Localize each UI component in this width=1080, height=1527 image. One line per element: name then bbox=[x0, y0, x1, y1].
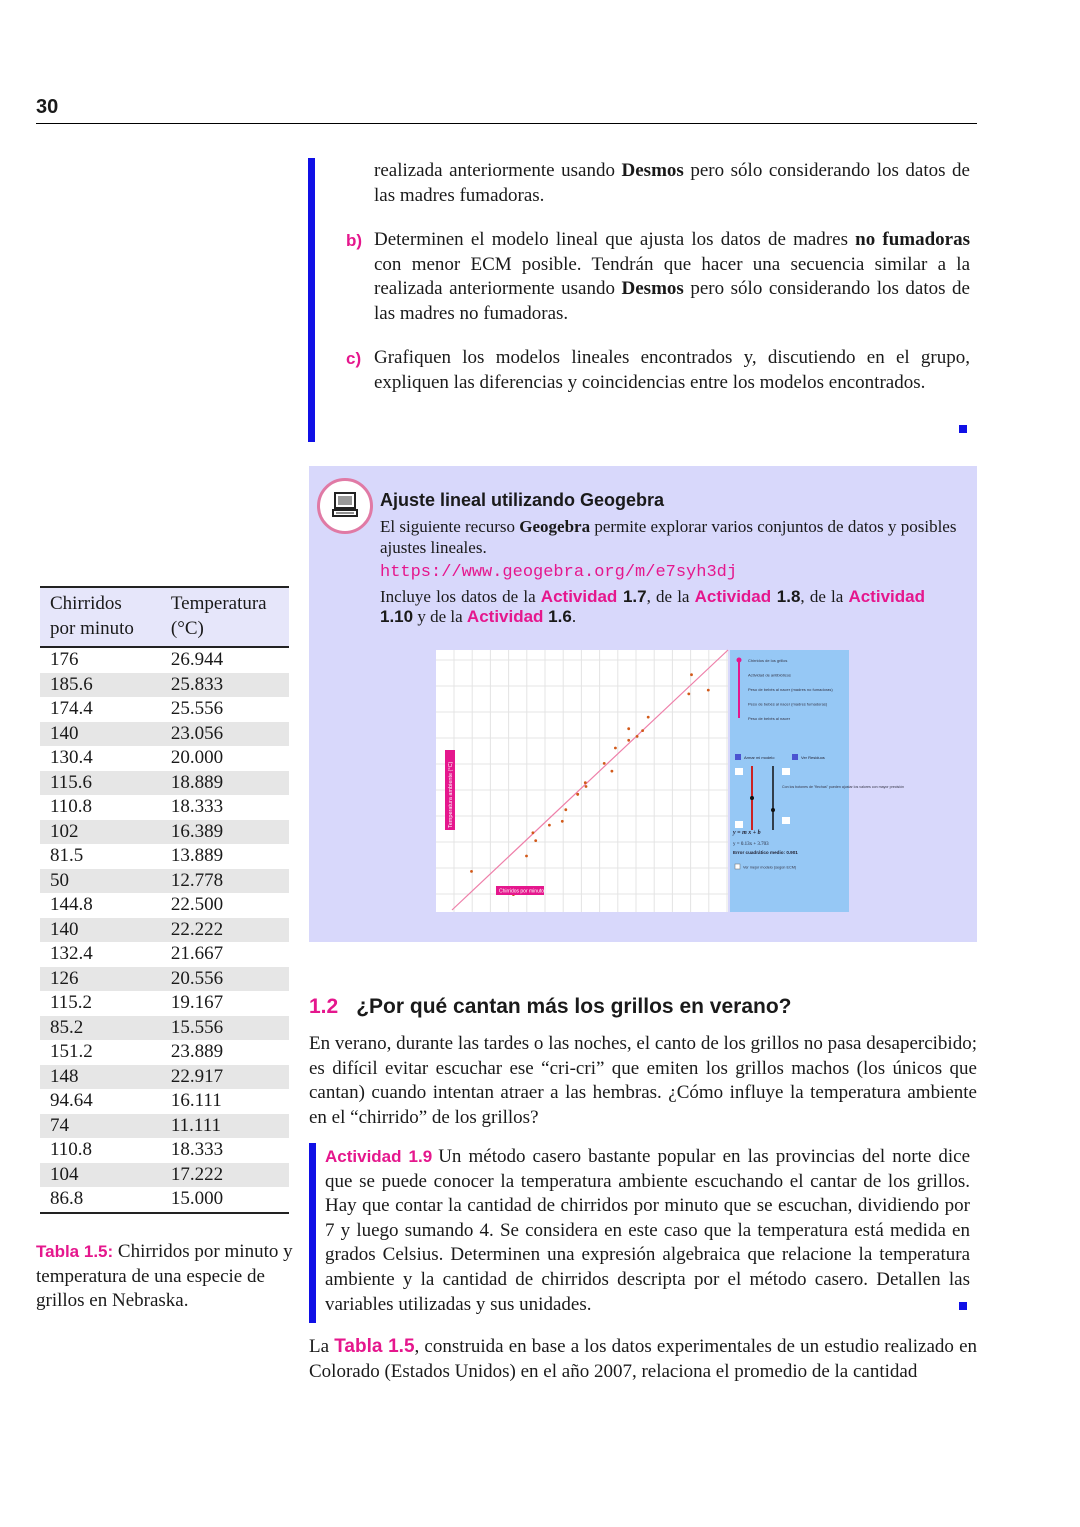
cell-temp: 11.111 bbox=[161, 1114, 289, 1139]
header-rule bbox=[36, 123, 977, 124]
scatter-point bbox=[585, 785, 588, 788]
cell-temp: 16.111 bbox=[170, 1090, 222, 1111]
scatter-point bbox=[561, 820, 564, 823]
cell-temp: 13.889 bbox=[170, 845, 224, 866]
table-row bbox=[40, 1089, 289, 1114]
section-title bbox=[309, 995, 791, 1019]
cell-chirps: 140 bbox=[40, 918, 161, 943]
section-number: 1.2 bbox=[309, 995, 339, 1018]
scatter-point bbox=[707, 689, 710, 692]
page-number: 30 bbox=[36, 96, 59, 118]
panel-option[interactable]: Chirridos de los grillos bbox=[748, 658, 788, 663]
formula-generic: y = m x + b bbox=[733, 830, 761, 836]
cell-temp: 15.556 bbox=[161, 1016, 289, 1041]
table-row bbox=[40, 820, 289, 845]
scatter-point bbox=[647, 716, 650, 719]
cell-chirps: 85.2 bbox=[40, 1016, 161, 1041]
scatter-point bbox=[690, 673, 693, 676]
scatter-point bbox=[627, 727, 630, 730]
table-row bbox=[40, 771, 289, 796]
table-caption bbox=[36, 1240, 298, 1314]
hint-text: Con los botones de "flechas" pueden ajustar los valores con mayor precisión bbox=[782, 785, 905, 789]
cell-temp: 19.167 bbox=[170, 992, 224, 1013]
table-row bbox=[40, 942, 289, 967]
cell-temp: 17.222 bbox=[161, 1163, 289, 1188]
col-header-chirps: Chirridos por minuto bbox=[40, 587, 161, 647]
table-row bbox=[40, 1040, 289, 1065]
scatter-point bbox=[603, 762, 606, 765]
end-mark bbox=[959, 425, 967, 433]
cell-chirps: 81.5 bbox=[50, 845, 84, 866]
x-axis-label: Chirridos por minuto bbox=[499, 888, 545, 895]
scatter-point bbox=[564, 808, 567, 811]
cell-chirps: 115.6 bbox=[40, 771, 161, 796]
table-row bbox=[40, 1138, 289, 1163]
cell-chirps: 148 bbox=[40, 1065, 161, 1090]
cell-chirps: 126 bbox=[40, 967, 161, 992]
cell-chirps: 130.4 bbox=[50, 747, 93, 768]
section-heading: ¿Por qué cantan más los grillos en verano? bbox=[356, 995, 792, 1018]
check-residuals: Ver Residuos bbox=[801, 755, 825, 760]
cell-chirps: 185.6 bbox=[40, 673, 161, 698]
cell-chirps: 132.4 bbox=[50, 943, 93, 964]
data-table bbox=[40, 586, 289, 1214]
cell-chirps: 176 bbox=[50, 649, 79, 670]
cell-chirps: 102 bbox=[40, 820, 161, 845]
cell-temp: 25.556 bbox=[170, 698, 224, 719]
col-header-temp: Temperatura (°C) bbox=[161, 587, 289, 647]
panel-option[interactable]: Peso de bebés al nacer (madres fumadoras) bbox=[748, 701, 828, 707]
geogebra-title: Ajuste lineal utilizando Geogebra bbox=[380, 490, 665, 510]
scatter-point bbox=[611, 770, 614, 773]
geogebra-description: El siguiente recurso Geogebra permite explorar varios conjuntos de datos y posibles ajustes lineales. bbox=[380, 517, 957, 557]
activity-bar bbox=[308, 158, 315, 442]
item-b-text: Determinen el modelo lineal que ajusta los datos de madres no fumadoras con menor ECM posible. Tendrán que hacer una secuencia similar a la realizada anteriormente usando Desmos pero sólo considerando los datos de las madres no fumadoras. bbox=[374, 229, 970, 324]
cell-chirps: 74 bbox=[40, 1114, 161, 1139]
table-row bbox=[40, 844, 289, 869]
table-row bbox=[40, 967, 289, 992]
cell-chirps: 50 bbox=[40, 869, 161, 894]
cell-chirps: 174.4 bbox=[50, 698, 93, 719]
scatter-point bbox=[532, 831, 535, 834]
activity-1-9-text: Un método casero bastante popular en las provincias del norte dice que se puede conocer la temperatura ambiente escuchando el cantar de los grillos. Hay que contar la cantidad de chirridos por minuto que se escuchan, dividiendo por 7 y luego sumando 4. Se considera en este caso que la temperatura está medida en grados Celsius. Determinen una expresión algebraica que relacione la temperatura ambiente y la cantidad de chirridos descripta por el método casero. Detallen las variables utilizadas y sus unidades. bbox=[325, 1146, 971, 1315]
cell-temp: 22.222 bbox=[161, 918, 289, 943]
table-row bbox=[40, 746, 289, 771]
table-row bbox=[40, 1187, 289, 1213]
cell-temp: 18.333 bbox=[170, 796, 224, 817]
geogebra-screenshot bbox=[436, 650, 905, 912]
table-row bbox=[40, 918, 289, 943]
table-row bbox=[40, 1114, 289, 1139]
cell-temp: 15.000 bbox=[170, 1188, 224, 1209]
table-row bbox=[40, 893, 289, 918]
cell-chirps: 110.8 bbox=[50, 1139, 93, 1160]
cell-temp: 20.556 bbox=[161, 967, 289, 992]
scatter-point bbox=[641, 729, 644, 732]
check-model: Armar mi modelo bbox=[744, 755, 775, 760]
panel-option[interactable]: Actividad de antibióticos bbox=[748, 672, 791, 678]
cell-chirps: 144.8 bbox=[50, 894, 93, 915]
cell-chirps: 104 bbox=[40, 1163, 161, 1188]
cell-temp: 23.056 bbox=[161, 722, 289, 747]
geogebra-activity-refs: Incluye los datos de la Actividad 1.7, de la Actividad 1.8, de la Actividad 1.10 y de la Actividad 1.6. bbox=[380, 587, 925, 626]
cell-temp: 22.917 bbox=[161, 1065, 289, 1090]
end-mark-2 bbox=[959, 1302, 967, 1310]
closing-paragraph: La Tabla 1.5, construida en base a los datos experimentales de un estudio realizado en Colorado (Estados Unidos) en el año 2007, relaciona el promedio de la cantidad bbox=[309, 1336, 978, 1382]
cell-temp: 25.833 bbox=[161, 673, 289, 698]
table-row bbox=[40, 1065, 289, 1090]
table-row bbox=[40, 1016, 289, 1041]
formula-fit: y = 0.13x + 3.703 bbox=[733, 842, 769, 847]
y-axis-label: Temperatura ambiente (°C) bbox=[448, 761, 454, 828]
cell-temp: 23.889 bbox=[170, 1041, 224, 1062]
panel-option[interactable]: Peso de bebés al nacer (madres no fumadoras) bbox=[748, 687, 833, 692]
cell-chirps: 140 bbox=[40, 722, 161, 747]
table-row bbox=[40, 673, 289, 698]
cell-temp: 26.944 bbox=[170, 649, 224, 670]
table-caption-text: Chirridos por minuto y temperatura de una especie de grillos en Nebraska. bbox=[36, 1241, 293, 1312]
item-b-label: b) bbox=[346, 231, 363, 250]
scatter-point bbox=[627, 739, 630, 742]
activity-intro: realizada anteriormente usando Desmos pero sólo considerando los datos de las madres fumadoras. bbox=[374, 160, 970, 206]
section-intro: En verano, durante las tardes o las noches, el canto de los grillos no pasa desapercibido; es difícil evitar escuchar ese “cri-cri” que emiten los grillos machos (los únicos que cantan) cuando intentan atraer a las hembras. ¿Cómo influye la temperatura ambiente en el “chirrido” de los grillos? bbox=[309, 1033, 977, 1128]
scatter-point bbox=[614, 747, 617, 750]
table-row bbox=[40, 991, 289, 1016]
scatter-point bbox=[470, 870, 473, 873]
scatter-point bbox=[525, 855, 528, 858]
cell-temp: 21.667 bbox=[170, 943, 224, 964]
best-model: Ver mejor modelo (según ECM) bbox=[743, 865, 797, 870]
cell-chirps: 110.8 bbox=[50, 796, 93, 817]
ecm-label: Error cuadrático medio: 0.901 bbox=[733, 850, 798, 855]
scatter-point bbox=[576, 793, 579, 796]
cell-temp: 18.333 bbox=[170, 1139, 224, 1160]
cell-chirps: 151.2 bbox=[50, 1041, 93, 1062]
table-row bbox=[40, 1163, 289, 1188]
scatter-point bbox=[548, 824, 551, 827]
scatter-point bbox=[687, 693, 690, 696]
panel-option[interactable]: Peso de bebés al nacer bbox=[748, 716, 791, 721]
cell-temp: 20.000 bbox=[170, 747, 224, 768]
table-row bbox=[40, 697, 289, 722]
activity-1-9-bar bbox=[309, 1143, 316, 1323]
cell-chirps: 115.2 bbox=[50, 992, 93, 1013]
cell-temp: 22.500 bbox=[170, 894, 224, 915]
table-row bbox=[40, 795, 289, 820]
activity-1-9 bbox=[325, 1145, 970, 1317]
cell-chirps: 94.64 bbox=[50, 1090, 93, 1111]
activity-1-9-label: Actividad 1.9 bbox=[325, 1147, 433, 1166]
geogebra-link[interactable]: https://www.geogebra.org/m/e7syh3dj bbox=[380, 563, 738, 582]
table-caption-label: Tabla 1.5: bbox=[36, 1242, 114, 1261]
cell-temp: 18.889 bbox=[161, 771, 289, 796]
item-c-text: Grafiquen los modelos lineales encontrados y, discutiendo en el grupo, expliquen las diferencias y coincidencias entre los modelos encontrados. bbox=[374, 347, 970, 393]
cell-chirps: 86.8 bbox=[50, 1188, 84, 1209]
table-row bbox=[40, 647, 289, 673]
table-row bbox=[40, 722, 289, 747]
cell-temp: 16.389 bbox=[161, 820, 289, 845]
scatter-point bbox=[534, 839, 537, 842]
scatter-point bbox=[584, 781, 587, 784]
computer-icon bbox=[317, 478, 373, 534]
scatter-point bbox=[636, 735, 639, 738]
item-c-label: c) bbox=[346, 349, 362, 368]
table-row bbox=[40, 869, 289, 894]
cell-temp: 12.778 bbox=[161, 869, 289, 894]
